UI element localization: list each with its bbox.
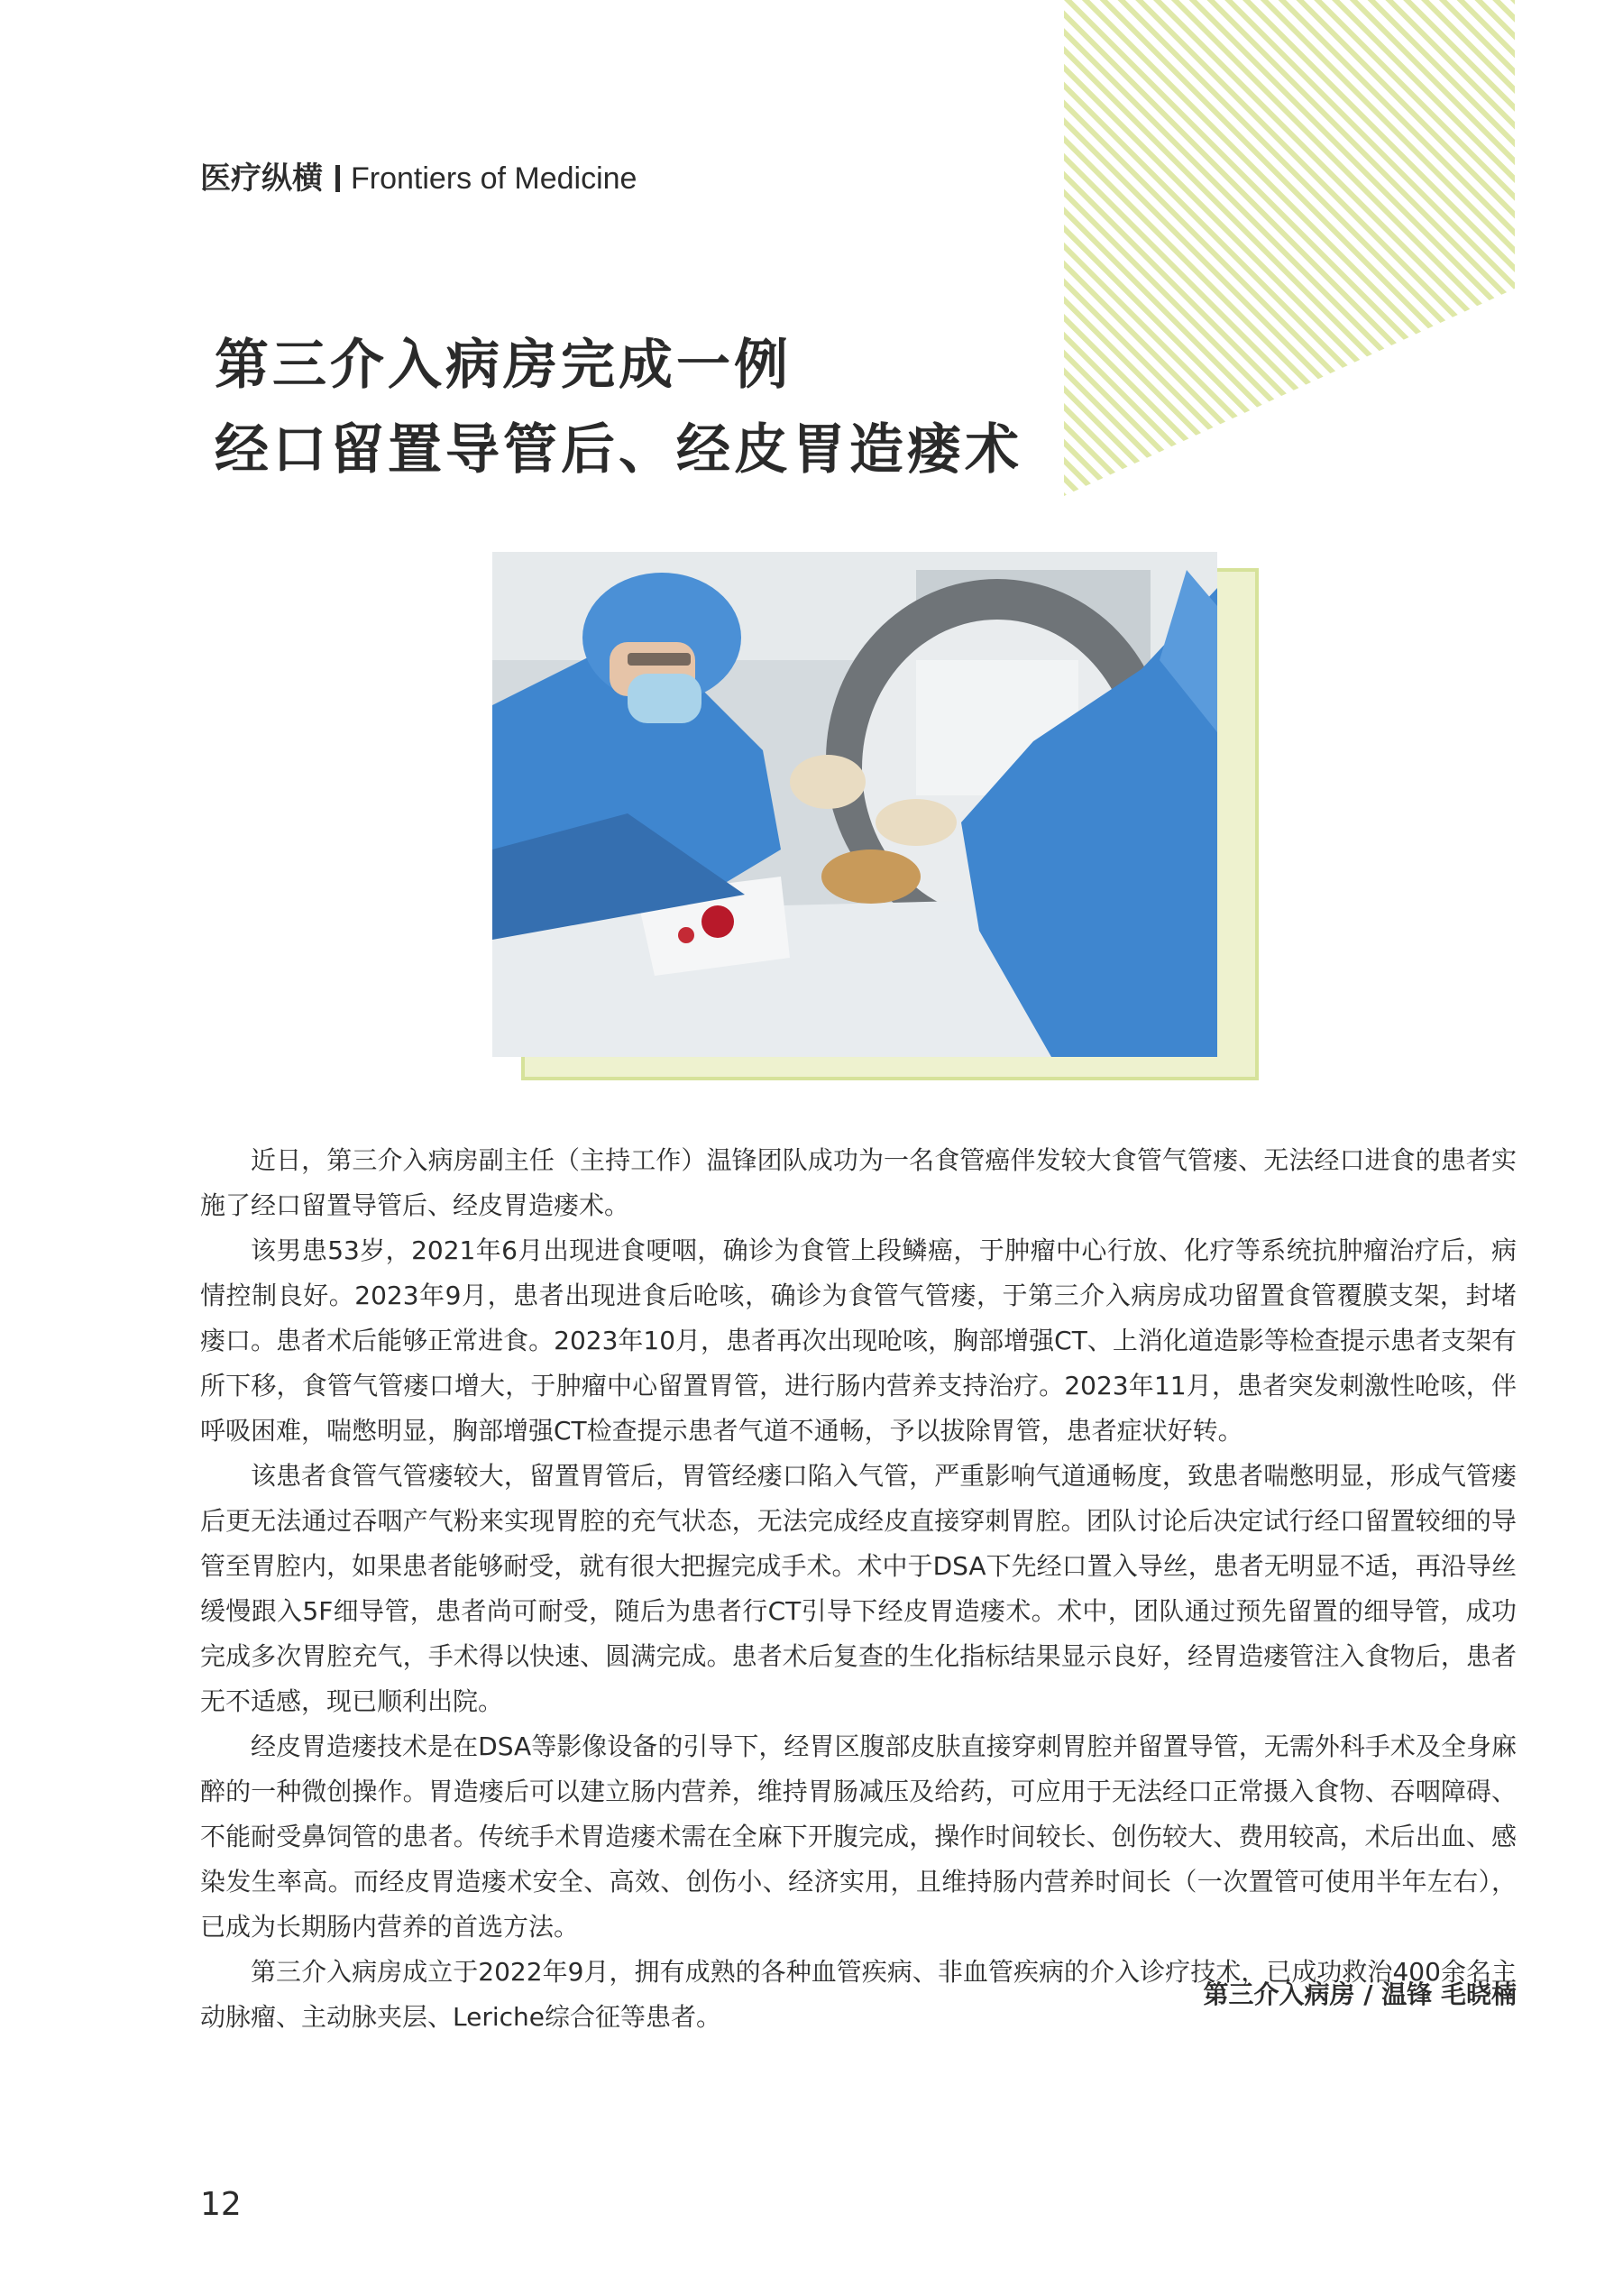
article-body	[200, 1138, 1517, 2040]
decorative-stripe-pattern	[1064, 0, 1515, 496]
surgery-photo	[492, 552, 1217, 1057]
paragraph-1: 近日，第三介入病房副主任（主持工作）温锋团队成功为一名食管癌伴发较大食管气管瘘、无法经口进食的患者实施了经口留置导管后、经皮胃造瘘术。	[200, 1145, 1517, 1220]
section-label-en: Frontiers of Medicine	[351, 161, 637, 196]
section-label-cn: 医疗纵横	[200, 161, 323, 197]
title-line-1: 第三介入病房完成一例	[215, 334, 792, 397]
author-byline: 第三介入病房 / 温锋 毛晓楠	[1203, 1979, 1517, 2009]
section-divider	[335, 165, 340, 192]
paragraph-4: 经皮胃造瘘技术是在DSA等影像设备的引导下，经胃区腹部皮肤直接穿刺胃腔并留置导管，无需外科手术及全身麻醉的一种微创操作。胃造瘘后可以建立肠内营养，维持胃肠减压及给药，可应用于无法经口正常摄入食物、吞咽障碍、不能耐受鼻饲管的患者。传统手术胃造瘘术需在全麻下开腹完成，操作时间较长、创伤较大、费用较高，术后出血、感染发生率高。而经皮胃造瘘术安全、高效、创伤小、经济实用，且维持肠内营养时间长（一次置管可使用半年左右），已成为长期肠内营养的首选方法。	[200, 1731, 1517, 1942]
paragraph-5: 第三介入病房成立于2022年9月，拥有成熟的各种血管疾病、非血管疾病的介入诊疗技术，已成功救治400余名主动脉瘤、主动脉夹层、Leriche综合征等患者。	[200, 1957, 1517, 2032]
paragraph-3: 该患者食管气管瘘较大，留置胃管后，胃管经瘘口陷入气管，严重影响气道通畅度，致患者喘憋明显，形成气管瘘后更无法通过吞咽产气粉来实现胃腔的充气状态，无法完成经皮直接穿刺胃腔。团队讨论后决定试行经口留置较细的导管至胃腔内，如果患者能够耐受，就有很大把握完成手术。术中于DSA下先经口置入导丝，患者无明显不适，再沿导丝缓慢跟入5F细导管，患者尚可耐受，随后为患者行CT引导下经皮胃造瘘术。术中，团队通过预先留置的细导管，成功完成多次胃腔充气，手术得以快速、圆满完成。患者术后复查的生化指标结果显示良好，经胃造瘘管注入食物后，患者无不适感，现已顺利出院。	[200, 1461, 1517, 1716]
article-title	[215, 323, 1022, 492]
paragraph-2: 该男患53岁，2021年6月出现进食哽咽，确诊为食管上段鳞癌，于肿瘤中心行放、化疗等系统抗肿瘤治疗后，病情控制良好。2023年9月，患者出现进食后呛咳，确诊为食管气管瘘，于第三介入病房成功留置食管覆膜支架，封堵瘘口。患者术后能够正常进食。2023年10月，患者再次出现呛咳，胸部增强CT、上消化道造影等检查提示患者支架有所下移，食管气管瘘口增大，于肿瘤中心留置胃管，进行肠内营养支持治疗。2023年11月，患者突发刺激性呛咳，伴呼吸困难，喘憋明显，胸部增强CT检查提示患者气道不通畅，予以拔除胃管，患者症状好转。	[200, 1235, 1517, 1446]
page-number: 12	[200, 2186, 242, 2223]
section-header	[200, 153, 637, 197]
title-line-2: 经口留置导管后、经皮胃造瘘术	[215, 418, 1022, 482]
